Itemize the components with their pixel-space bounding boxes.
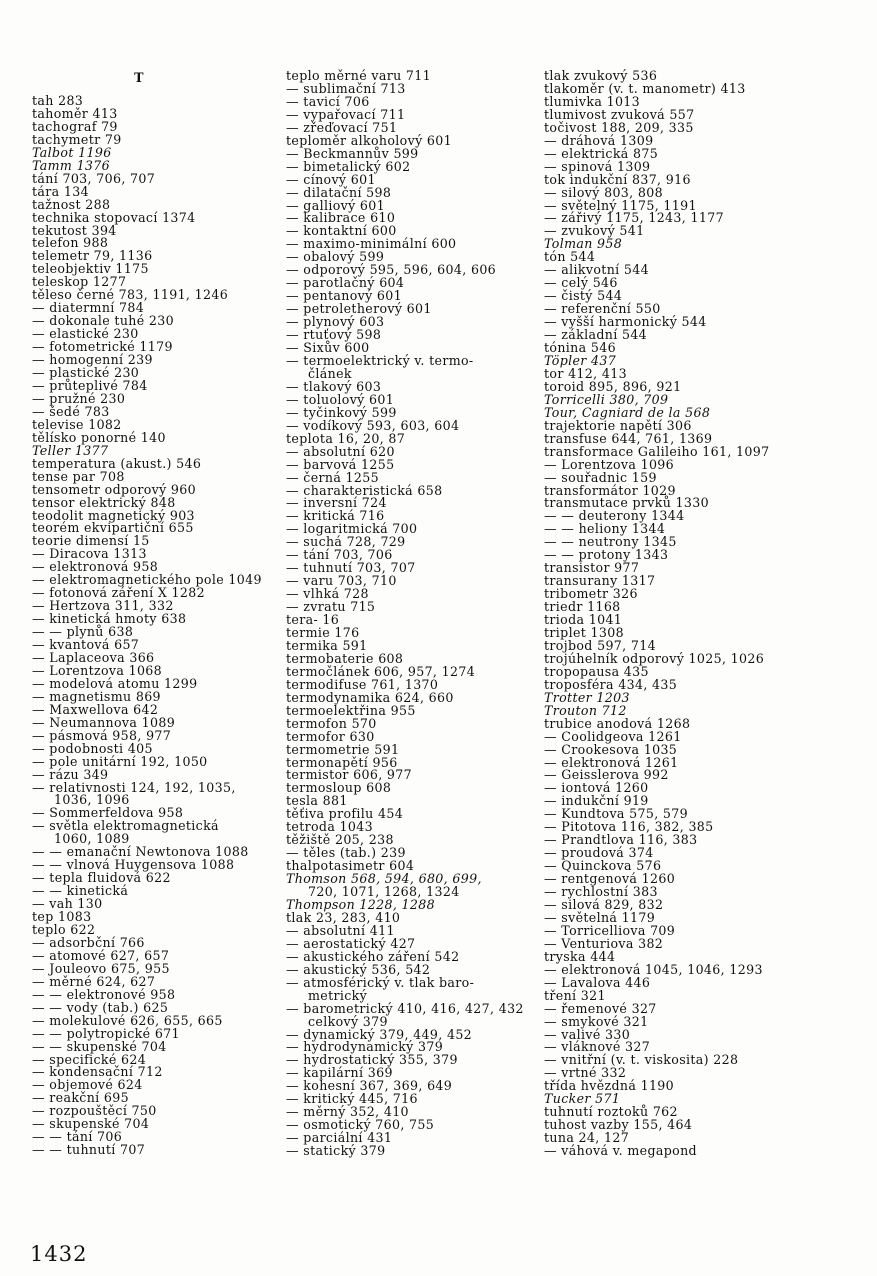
index-entry: trioda 1041 [544,612,623,628]
index-entry: — — emanační Newtonova 1088 [32,844,249,860]
index-entry: — fotonová záření X 1282 [32,585,205,601]
index-entry: tesla 881 [286,793,348,809]
index-entry: — modelová atomu 1299 [32,675,198,691]
index-entry: — atomové 627, 657 [32,947,170,963]
index-entry: tlumivost zvuková 557 [544,106,695,122]
index-entry: — kritický 445, 716 [286,1091,418,1107]
index-entry: — Beckmannův 599 [286,145,419,161]
index-entry: triplet 1308 [544,624,624,640]
index-entry: — Pitotova 116, 382, 385 [544,819,714,835]
index-entry: transfuse 644, 761, 1369 [544,430,713,446]
index-entry: tok indukční 837, 916 [544,171,691,187]
index-entry: — světelný 1175, 1191 [544,197,697,213]
index-entry: tónina 546 [544,340,616,356]
index-entry: tření 321 [544,987,606,1003]
index-entry: — elastické 230 [32,326,139,342]
index-entry: — měrné 624, 627 [32,973,156,989]
index-entry: — termoelektrický v. termo- [286,352,474,368]
index-entry: — hydrodynamický 379 [286,1039,444,1055]
index-entry: tetroda 1043 [286,819,374,835]
index-entry: — Quinckova 576 [544,858,662,874]
index-column-3 [544,70,794,1158]
index-entry: termonapětí 956 [286,754,398,770]
index-entry: — parciální 431 [286,1130,393,1146]
index-entry: — rychlostní 383 [544,884,658,900]
index-entry: trajektorie napětí 306 [544,417,692,433]
index-entry: — souřadnic 159 [544,469,657,485]
index-entry: termosloup 608 [286,780,392,796]
index-entry: — rtuťový 598 [286,327,382,343]
index-entry: transurany 1317 [544,573,656,589]
index-entry: — pružné 230 [32,390,126,406]
index-entry: — rentgenová 1260 [544,871,676,887]
index-entry: — zářivý 1175, 1243, 1177 [544,210,724,226]
index-entry: tára 134 [32,183,89,199]
index-entry: troposféra 434, 435 [544,676,678,692]
index-entry: telefon 988 [32,235,109,251]
index-entry: Tour, Cagniard de la 568 [544,404,711,420]
index-entry: — kritická 716 [286,508,385,524]
index-entry: Trotter 1203 [544,689,630,705]
index-entry: transformátor 1029 [544,482,676,498]
index-entry: — objemové 624 [32,1077,143,1093]
index-entry: — zřeďovací 751 [286,119,398,135]
index-entry: — Coolidgeova 1261 [544,728,682,744]
index-entry: tuhnutí roztoků 762 [544,1104,678,1120]
index-entry: Teller 1377 [32,442,109,458]
index-entry: — řemenové 327 [544,1000,657,1016]
index-entry: — celý 546 [544,275,618,291]
index-entry: termie 176 [286,624,360,640]
index-entry: — Lorentzova 1096 [544,456,675,472]
index-entry: tlumivka 1013 [544,93,641,109]
index-entry: — akustického záření 542 [286,948,460,964]
index-entry: — průteplivé 784 [32,377,148,393]
index-entry: — — vody (tab.) 625 [32,999,169,1015]
index-entry: — elektronová 1261 [544,754,679,770]
index-entry: — Crookesova 1035 [544,741,678,757]
index-entry: trojbod 597, 714 [544,637,656,653]
index-entry: — zvukový 541 [544,223,645,239]
index-entry: — vláknové 327 [544,1039,651,1055]
index-entry: 720, 1071, 1268, 1324 [308,884,460,900]
index-entry: — indukční 919 [544,793,649,809]
index-entry: tep 1083 [32,909,92,925]
index-entry: tense par 708 [32,468,125,484]
index-entry: 1060, 1089 [54,831,130,847]
index-entry: termočlánek 606, 957, 1274 [286,663,476,679]
index-entry: teplo 622 [32,922,96,937]
index-entry: — referenční 550 [544,301,661,317]
index-entry: — Jouleovo 675, 955 [32,960,170,976]
index-entry: temperatura (akust.) 546 [32,455,202,471]
index-entry: — diatermní 784 [32,300,145,316]
index-entry: teleobjektiv 1175 [32,261,149,277]
index-entry: — proudová 374 [544,845,654,861]
index-entry: článek [308,365,352,381]
index-entry: — dynamický 379, 449, 452 [286,1026,473,1042]
index-entry: — kvantová 657 [32,637,140,653]
index-entry: — tuhnutí 703, 707 [286,560,416,576]
index-entry: teorém ekvipartiční 655 [32,520,194,536]
index-entry: — elektronová 1045, 1046, 1293 [544,961,763,977]
index-entry: metrický [308,987,368,1003]
index-entry: termodifuse 761, 1370 [286,676,439,692]
page-number: 1432 [30,1242,88,1266]
index-entry: třída hvězdná 1190 [544,1078,675,1094]
index-entry: — váhová v. megapond [544,1143,697,1159]
index-entry: — dráhová 1309 [544,132,654,148]
index-entry: — rozpouštěcí 750 [32,1103,157,1119]
index-entry: tryska 444 [544,948,616,964]
index-entry: — cínový 601 [286,171,376,187]
index-entry: — Diracova 1313 [32,546,147,562]
index-entry: — vyšší harmonický 544 [544,314,707,330]
index-entry: — osmotický 760, 755 [286,1117,435,1133]
index-entry: — — elektronové 958 [32,986,176,1002]
index-entry: technika stopovací 1374 [32,209,196,225]
index-entry: — světelná 1179 [544,909,656,925]
index-entry: termofon 570 [286,715,377,731]
index-entry: — pásmová 958, 977 [32,727,172,743]
index-entry: — barvová 1255 [286,456,395,472]
index-entry: točivost 188, 209, 335 [544,119,694,135]
index-entry: tribometr 326 [544,586,638,602]
index-entry: — — tání 706 [32,1129,123,1145]
index-entry: — absolutní 411 [286,922,395,938]
index-entry: Thompson 1228, 1288 [286,897,436,912]
index-entry: — Maxwellova 642 [32,701,159,717]
index-entry: — vnitřní (v. t. viskosita) 228 [544,1052,739,1068]
index-entry: — — kinetická [32,883,129,899]
index-entry: — specifické 624 [32,1051,147,1067]
index-entry: tlak zvukový 536 [544,68,658,83]
index-entry: — Sixův 600 [286,340,370,356]
index-column-1 [32,70,276,1157]
index-entry: — tyčinkový 599 [286,404,397,420]
index-entry: — statický 379 [286,1143,386,1159]
index-entry: — maximo-minimální 600 [286,236,457,252]
index-entry: — obalový 599 [286,249,385,265]
index-entry: — molekulové 626, 655, 665 [32,1012,223,1028]
index-entry: — dokonale tuhé 230 [32,313,174,329]
index-entry: — silový 803, 808 [544,184,663,200]
index-entry: teleskop 1277 [32,274,127,290]
index-entry: teodolit magnetický 903 [32,507,195,523]
index-entry: — podobnosti 405 [32,740,153,756]
index-entry: tuhost vazby 155, 464 [544,1117,693,1133]
index-entry: — Venturiova 382 [544,935,664,951]
index-entry: teplota 16, 20, 87 [286,430,406,446]
index-entry: — absolutní 620 [286,443,395,459]
index-entry: — — heliony 1344 [544,521,666,537]
index-entry: — — deuterony 1344 [544,508,685,524]
index-entry: tlak 23, 283, 410 [286,909,401,925]
section-letter-heading: T [134,70,144,85]
index-entry: — logaritmická 700 [286,521,418,537]
index-entry: teploměr alkoholový 601 [286,132,452,148]
index-entry: tělísko ponorné 140 [32,429,166,445]
index-entry: — petroletherový 601 [286,301,432,317]
index-entry: — těles (tab.) 239 [286,845,406,861]
index-entry: — skupenské 704 [32,1116,150,1132]
index-entry: — tavicí 706 [286,93,370,109]
index-entry: Tamm 1376 [32,157,111,173]
index-entry: — rázu 349 [32,766,109,782]
index-entry: Tolman 958 [544,236,623,252]
index-entry: — šedé 783 [32,403,110,419]
index-entry: — homogenní 239 [32,352,153,368]
index-entry: — — plynů 638 [32,624,134,640]
index-entry: — Lorentzova 1068 [32,662,163,678]
index-entry: — pentanový 601 [286,288,403,304]
index-entry: — smykové 321 [544,1013,649,1029]
index-entry: — — vlnová Huygensova 1088 [32,857,235,873]
index-entry: — charakteristická 658 [286,482,443,498]
index-entry: — dilatační 598 [286,184,392,200]
index-entry: transistor 977 [544,560,640,576]
index-entry: — bimetalický 602 [286,158,411,174]
index-entry: Trouton 712 [544,702,627,718]
index-entry: termobaterie 608 [286,650,404,666]
index-entry: — plastické 230 [32,365,140,381]
index-entry: tachograf 79 [32,118,118,134]
index-entry: thalpotasimetr 604 [286,858,415,874]
index-entry: Tucker 571 [544,1091,621,1107]
index-entry: — spinová 1309 [544,158,651,174]
index-entry: — světla elektromagnetická [32,818,219,834]
index-entry: tropopausa 435 [544,663,649,679]
index-entry: — čistý 544 [544,288,623,304]
index-entry: — kohesní 367, 369, 649 [286,1078,453,1094]
index-entry: — Kundtova 575, 579 [544,806,689,822]
index-entry: — valivé 330 [544,1026,631,1042]
index-entry: těťiva profilu 454 [286,806,404,822]
index-entry: tensometr odporový 960 [32,481,197,497]
index-entry: — parotlačný 604 [286,275,405,291]
index-entry: — Prandtlova 116, 383 [544,832,698,848]
index-entry: — aerostatický 427 [286,935,416,951]
index-entry: — — tuhnutí 707 [32,1142,146,1158]
index-entry: televise 1082 [32,416,122,432]
index-entry: tensor elektrický 848 [32,494,176,510]
index-entry: — odporový 595, 596, 604, 606 [286,262,497,278]
index-entry: — elektronová 958 [32,559,159,575]
index-entry: — barometrický 410, 416, 427, 432 [286,1000,524,1016]
index-entry: tání 703, 706, 707 [32,170,156,186]
index-entry: — pole unitární 192, 1050 [32,753,208,769]
index-entry: — vrtné 332 [544,1065,627,1081]
index-entry: teplo měrné varu 711 [286,68,431,83]
index-entry: termofor 630 [286,728,375,744]
index-entry: termodynamika 624, 660 [286,689,454,705]
index-entry: — Hertzova 311, 332 [32,598,174,614]
index-entry: — vypařovací 711 [286,106,406,122]
index-entry: teorie dimensí 15 [32,533,150,549]
index-entry: — — protony 1343 [544,547,669,563]
index-entry: tuna 24, 127 [544,1130,630,1146]
index-entry: — fotometrické 1179 [32,339,173,355]
index-entry: — sublimační 713 [286,80,406,96]
index-entry: — kapilární 369 [286,1065,393,1081]
index-entry: — zvratu 715 [286,599,376,615]
index-entry: — suchá 728, 729 [286,534,406,550]
index-entry: tekutost 394 [32,222,117,238]
index-entry: — relativnosti 124, 192, 1035, [32,779,236,795]
index-entry: — černá 1255 [286,469,379,485]
index-entry: Thomson 568, 594, 680, 699, [286,871,482,887]
index-entry: — tepla fluidová 622 [32,870,171,886]
index-entry: termoelektřina 955 [286,702,416,718]
index-entry: 1036, 1096 [54,792,130,808]
index-entry: — tlakový 603 [286,378,382,394]
index-entry: celkový 379 [308,1013,388,1029]
index-entry: — kinetická hmoty 638 [32,611,187,627]
index-entry: — kontaktní 600 [286,223,397,239]
index-entry: — adsorbční 766 [32,934,145,950]
index-entry: těžiště 205, 238 [286,832,394,848]
index-entry: — plynový 603 [286,314,385,330]
index-entry: — Neumannova 1089 [32,714,176,730]
index-entry: — silová 829, 832 [544,897,664,912]
index-entry: Torricelli 380, 709 [544,391,669,407]
index-entry: — Torricelliova 709 [544,922,676,938]
index-entry: — vah 130 [32,896,103,912]
index-entry: těleso černé 783, 1191, 1246 [32,287,229,303]
index-entry: tažnost 288 [32,196,111,212]
index-entry: — — neutrony 1345 [544,534,677,550]
index-entry: trubice anodová 1268 [544,715,691,731]
index-entry: — toluolový 601 [286,391,395,407]
index-entry: trojúhelník odporový 1025, 1026 [544,650,765,666]
index-entry: — — skupenské 704 [32,1038,167,1054]
index-entry: tón 544 [544,249,596,265]
index-entry: tlakoměr (v. t. manometr) 413 [544,80,746,96]
index-entry: — — polytropické 671 [32,1025,180,1041]
index-entry: — Laplaceova 366 [32,649,155,665]
index-entry: — varu 703, 710 [286,573,397,589]
index-entry: Töpler 437 [544,352,617,368]
index-entry: — magnetismu 869 [32,688,161,704]
index-entry: — akustický 536, 542 [286,961,431,977]
index-entry: tera- 16 [286,612,340,628]
index-entry: Talbot 1196 [32,144,112,160]
index-entry: — Sommerfeldova 958 [32,805,184,821]
index-entry: — měrný 352, 410 [286,1104,409,1120]
index-entry: — iontová 1260 [544,780,649,796]
index-entry: — vlhká 728 [286,586,369,602]
index-entry: tor 412, 413 [544,365,627,381]
index-entry: telemetr 79, 1136 [32,248,153,264]
index-entry: tahoměr 413 [32,105,118,121]
index-entry: — galliový 601 [286,197,386,213]
index-entry: — atmosférický v. tlak baro- [286,974,475,990]
index-entry: termika 591 [286,637,368,653]
index-entry: transformace Galileiho 161, 1097 [544,443,770,459]
index-entry: toroid 895, 896, 921 [544,378,682,394]
index-entry: — základní 544 [544,327,648,343]
index-entry: — Geisslerova 992 [544,767,669,783]
index-entry: — inversní 724 [286,495,387,511]
index-entry: transmutace prvků 1330 [544,495,709,511]
index-entry: — elektrická 875 [544,145,659,161]
index-entry: — tání 703, 706 [286,547,393,563]
index-entry: — vodíkový 593, 603, 604 [286,417,460,433]
index-entry: triedr 1168 [544,599,621,615]
index-entry: termometrie 591 [286,741,400,757]
index-entry: — Lavalova 446 [544,974,651,990]
index-column-2 [286,70,532,1158]
index-entry: — elektromagnetického pole 1049 [32,572,262,588]
index-entry: — kalibrace 610 [286,210,396,226]
index-entry: tah 283 [32,93,84,108]
index-entry: — kondensační 712 [32,1064,163,1080]
index-entry: tachymetr 79 [32,131,122,147]
index-entry: — hydrostatický 355, 379 [286,1052,458,1068]
index-entry: termistor 606, 977 [286,767,413,783]
index-entry: — reakční 695 [32,1090,129,1106]
index-entry: — alikvotní 544 [544,262,649,278]
